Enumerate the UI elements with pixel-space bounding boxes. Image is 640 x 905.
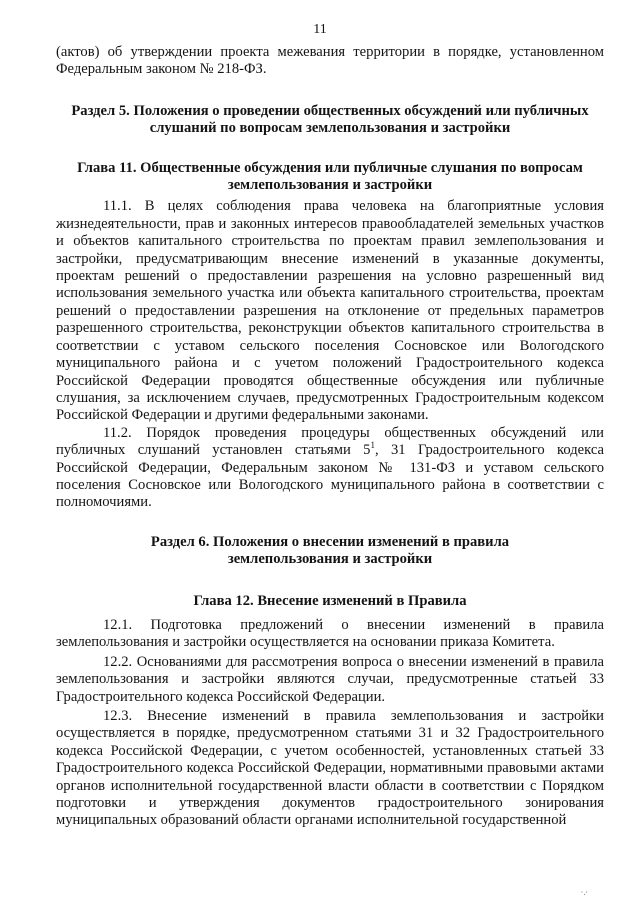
- section-6-heading: Раздел 6. Положения о внесении изменений в правила землепользования и застройки: [150, 533, 510, 568]
- paragraph-11-2: [56, 425, 604, 512]
- superscript-footnote: 1: [370, 440, 375, 451]
- section-5-heading: Раздел 5. Положения о проведении общественных обсуждений или публичных слушаний по вопросам землепользования и застройки: [71, 102, 589, 137]
- page-number: 11: [313, 22, 327, 37]
- chapter-11-heading: Глава 11. Общественные обсуждения или публичные слушания по вопросам землепользования и застройки: [77, 159, 583, 194]
- paragraph-11-2-text-start: 11.2. Порядок проведения процедуры общественных обсуждений или публичных слушаний установлен статьями 5: [56, 424, 604, 459]
- paragraph-12-1: 12.1. Подготовка предложений о внесении изменений в правила землепользования и застройки осуществляется на основании приказа Комитета.: [56, 616, 604, 651]
- intro-paragraph: (актов) об утверждении проекта межевания территории в порядке, установленном Федеральным законом № 218-ФЗ.: [56, 44, 604, 78]
- page-content: [56, 44, 604, 830]
- paragraph-11-1: 11.1. В целях соблюдения права человека на благоприятные условия жизнедеятельности, прав и законных интересов правообладателей земельных участков и объектов капитального строительства по проектам правил землепользования и застройки, предусматривающим внесение изменений в указанные документы, проектам решений о предоставлении разрешения на условно разрешенный вид использования земельного участка или объекта капитального строительства, проектам решений о предоставлении разрешения на отклонение от предельных параметров разрешенного строительства, реконструкции объектов капитального строительства в соответствии с уставом сельского поселения Сосновское или Вологодского муниципального района и с учетом положений Градостроительного кодекса Российской Федерации проводятся общественные обсуждения или публичные слушания, за исключением случаев, предусмотренных Градостроительным кодексом Российской Федерации и другими федеральными законами.: [56, 198, 604, 424]
- scan-mark: ·.·: [580, 888, 588, 897]
- paragraph-12-3: 12.3. Внесение изменений в правила землепользования и застройки осуществляется в порядке, предусмотренном статьями 31 и 32 Градостроительного кодекса Российской Федерации, с учетом особенностей, установленных статьей 33 Градостроительного кодекса Российской Федерации, нормативными правовыми актами органов исполнительной государственной власти области в соответствии с Порядком подготовки и утверждения документов градостроительного зонирования муниципальных образований области органами исполнительной государственной: [56, 708, 604, 829]
- paragraph-12-2: 12.2. Основаниями для рассмотрения вопроса о внесении изменений в правила землепользования и застройки являются случаи, предусмотренные статьей 33 Градостроительного кодекса Российской Федерации.: [56, 653, 604, 705]
- chapter-12-heading: Глава 12. Внесение изменений в Правила: [193, 592, 467, 609]
- paragraph-11-2-text-end: , 31 Градостроительного кодекса Российской Федерации, Федеральным законом № 131-ФЗ и уставом сельского поселения Сосновское или Вологодского муниципального района в соответствии с полномочиями.: [56, 442, 604, 511]
